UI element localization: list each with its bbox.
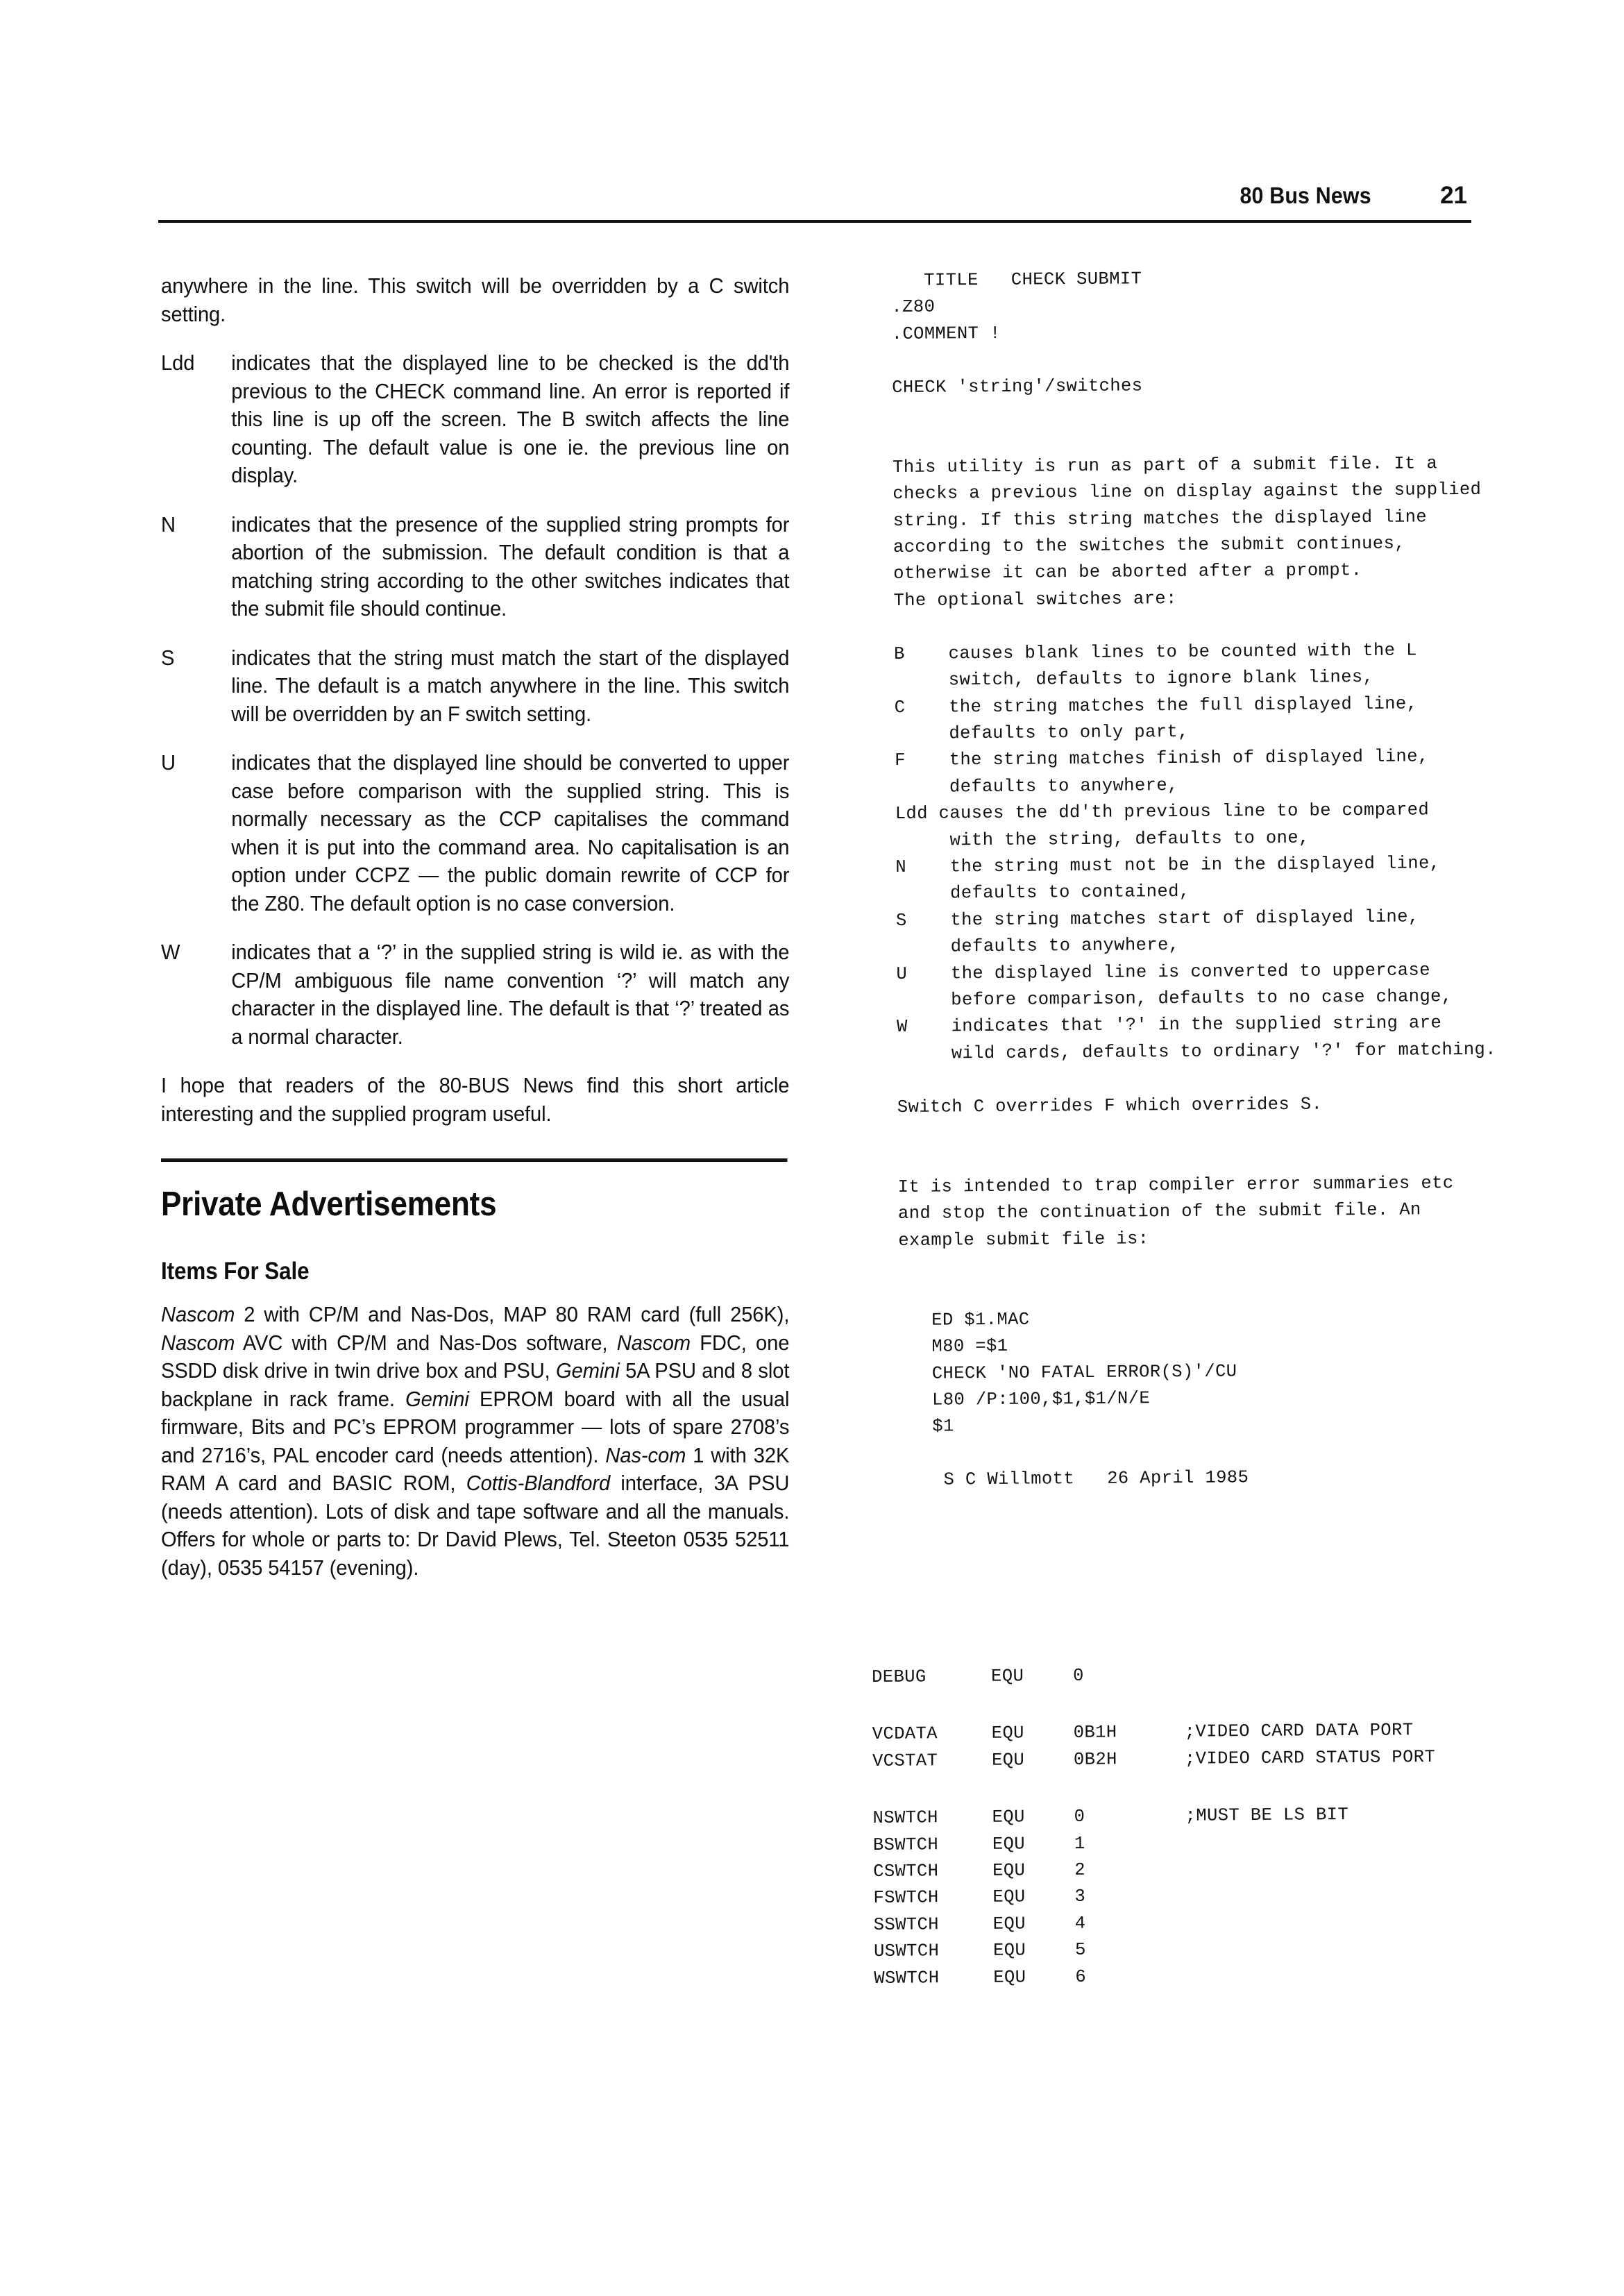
equ-value: 5 xyxy=(1074,1939,1086,1961)
listing-line: .Z80 xyxy=(891,296,936,318)
listing-line: otherwise it can be aborted after a prompt. xyxy=(893,560,1362,584)
right-column xyxy=(891,268,1624,1494)
listing-line: C the string matches the full displayed line, xyxy=(894,693,1418,718)
publication-title: 80 Bus News xyxy=(1240,183,1371,208)
listing-line: ED $1.MAC xyxy=(899,1309,1030,1331)
listing-line: B causes blank lines to be counted with the L xyxy=(893,640,1417,664)
advert-brand-name: Gemini xyxy=(405,1387,469,1411)
equ-table-row xyxy=(872,1801,1435,1832)
switch-definition-s xyxy=(161,644,789,729)
subsection-title: Items For Sale xyxy=(161,1258,310,1285)
advert-text-run: 1 with 32K RAM A card and BASIC ROM, xyxy=(161,1443,790,1495)
equ-table-spacer xyxy=(872,1771,1435,1805)
equ-table-row xyxy=(872,1744,1435,1775)
advert-brand-name: Cottis-Blandford xyxy=(466,1471,611,1495)
equ-comment: ;VIDEO CARD DATA PORT xyxy=(1184,1720,1414,1743)
equ-symbol: CSWTCH xyxy=(873,1861,939,1882)
listing-line: It is intended to trap compiler error summaries etc xyxy=(897,1172,1454,1197)
listing-line: $1 xyxy=(899,1416,954,1437)
listing-line: S the string matches start of displayed line, xyxy=(895,906,1419,931)
equ-operator: EQU xyxy=(993,1967,1026,1988)
listing-line: TITLE CHECK SUBMIT xyxy=(891,269,1142,291)
advert-text-run: interface, 3A PSU (needs attention). Lots of disk and tape software and all the manuals. Offers for whole or parts to: Dr David Plews, Tel. Steeton 0535 52511 (day), 0535 54157 (evening). xyxy=(161,1471,790,1580)
listing-line: with the string, defaults to one, xyxy=(895,827,1310,851)
advert-brand-name: Gemini xyxy=(556,1359,620,1383)
equ-symbol: WSWTCH xyxy=(874,1967,940,1989)
equ-value: 0 xyxy=(1074,1806,1085,1827)
equ-value: 4 xyxy=(1074,1913,1086,1934)
listing-line: Ldd causes the dd'th previous line to be compared xyxy=(895,800,1430,825)
switch-description: indicates that a ‘?’ in the supplied string is wild ie. as with the CP/M ambiguous file name convention ‘?’ will match any character in the displayed line. The default is that ‘?’ treated as a normal character. xyxy=(231,940,790,1049)
listing-line: W indicates that '?' in the supplied string are xyxy=(896,1013,1442,1038)
listing-line: defaults to anywhere, xyxy=(896,935,1180,958)
listing-line: switch, defaults to ignore blank lines, xyxy=(894,667,1374,691)
listing-line: before comparison, defaults to no case change, xyxy=(896,986,1453,1011)
switch-definition-n xyxy=(161,511,789,623)
equ-table-row xyxy=(873,1855,1436,1885)
equ-table-spacer xyxy=(872,1687,1435,1721)
equ-symbol: NSWTCH xyxy=(872,1807,938,1829)
listing-line: defaults to only part, xyxy=(894,721,1189,744)
header-rule xyxy=(158,220,1471,223)
switch-description: indicates that the displayed line to be checked is the dd'th previous to the CHECK command line. An error is reported if this line is up off the screen. The B switch affects the line counting. The default value is one ie. the previous line on display. xyxy=(231,351,790,487)
equ-value: 0B1H xyxy=(1073,1722,1117,1744)
equ-value: 6 xyxy=(1075,1966,1087,1987)
advert-text-run: FDC, one SSDD disk drive in twin drive box and PSU, xyxy=(161,1331,790,1383)
classified-advertisement xyxy=(161,1301,789,1582)
listing-line: N the string must not be in the displayed line, xyxy=(895,853,1441,877)
equ-comment: ;MUST BE LS BIT xyxy=(1185,1805,1349,1826)
running-head xyxy=(158,182,1471,223)
equ-symbol: DEBUG xyxy=(872,1666,927,1687)
advert-brand-name: Nascom xyxy=(616,1331,691,1355)
section-divider xyxy=(161,1158,787,1162)
equ-symbol: VCDATA xyxy=(872,1723,938,1745)
listing-line: according to the switches the submit continues, xyxy=(893,533,1406,558)
equ-value: 0 xyxy=(1073,1665,1084,1686)
equ-table-row xyxy=(873,1881,1436,1911)
equ-table-row xyxy=(872,1717,1435,1748)
equ-value: 3 xyxy=(1074,1886,1086,1907)
listing-line: CHECK 'NO FATAL ERROR(S)'/CU xyxy=(899,1361,1237,1384)
listing-line: This utility is run as part of a submit file. It a xyxy=(893,453,1438,478)
switch-definition-w xyxy=(161,938,789,1051)
switch-key: S xyxy=(161,645,175,670)
listing-line: defaults to anywhere, xyxy=(895,775,1178,797)
listing-line: Switch C overrides F which overrides S. xyxy=(897,1094,1323,1117)
switch-key: W xyxy=(161,940,180,964)
listing-line: and stop the continuation of the submit file. An xyxy=(897,1199,1421,1224)
listing-line: defaults to contained, xyxy=(895,881,1190,904)
advert-text-run: AVC with CP/M and Nas-Dos software, xyxy=(235,1331,617,1355)
listing-line: L80 /P:100,$1,$1/N/E xyxy=(899,1388,1151,1411)
listing-line: The optional switches are: xyxy=(893,588,1177,611)
equ-symbol: BSWTCH xyxy=(872,1834,939,1855)
left-column xyxy=(161,272,789,1582)
equ-operator: EQU xyxy=(991,1750,1025,1771)
advert-brand-name: Nas-com xyxy=(605,1443,686,1467)
advert-text-run: EPROM board with all the usual firmware, Bits and PC’s EPROM programmer — lots of spare 2708’s and 2716’s, PAL encoder card (needs attention). xyxy=(161,1387,790,1467)
equ-table-row xyxy=(874,1961,1437,1992)
equ-operator: EQU xyxy=(991,1666,1024,1687)
advert-brand-name: Nascom xyxy=(161,1331,235,1355)
listing-line: wild cards, defaults to ordinary '?' for matching. xyxy=(897,1039,1497,1064)
listing-line: M80 =$1 xyxy=(899,1336,1008,1358)
equ-value: 1 xyxy=(1074,1833,1085,1854)
advert-text-run: 2 with CP/M and Nas-Dos, MAP 80 RAM card (full 256K), xyxy=(235,1303,790,1326)
equ-table-row xyxy=(873,1828,1436,1859)
listing-line: example submit file is: xyxy=(898,1228,1149,1251)
listing-line: U the displayed line is converted to uppercase xyxy=(896,959,1430,984)
switch-key: Ldd xyxy=(161,351,195,375)
equ-table-row xyxy=(872,1660,1435,1691)
equ-comment: ;VIDEO CARD STATUS PORT xyxy=(1184,1746,1436,1769)
equ-symbol: FSWTCH xyxy=(873,1887,939,1909)
equ-table-row xyxy=(874,1908,1437,1939)
equ-operator: EQU xyxy=(992,1860,1026,1881)
page-title: Private Advertisements xyxy=(161,1185,497,1223)
equ-operator: EQU xyxy=(992,1940,1026,1961)
listing-line: checks a previous line on display against the supplied xyxy=(893,480,1482,505)
switch-definition-u xyxy=(161,749,789,918)
switch-key: N xyxy=(161,512,176,537)
page-number: 21 xyxy=(1440,182,1467,209)
listing-line: CHECK 'string'/switches xyxy=(892,375,1143,398)
switch-definition-ldd xyxy=(161,349,789,490)
listing-line: F the string matches finish of displayed line, xyxy=(895,746,1429,771)
switch-description: indicates that the presence of the supplied string prompts for abortion of the submission. The default condition is that a matching string according to the other switches indicates that the submit file should continue. xyxy=(231,512,790,621)
equ-symbol: SSWTCH xyxy=(873,1914,940,1935)
equ-operator: EQU xyxy=(992,1886,1026,1908)
switch-description: indicates that the string must match the start of the displayed line. The default is a match anywhere in the line. This switch will be overridden by an F switch setting. xyxy=(231,645,790,726)
listing-line: S C Willmott 26 April 1985 xyxy=(899,1467,1249,1491)
equ-operator: EQU xyxy=(992,1834,1026,1855)
equ-value: 2 xyxy=(1074,1859,1085,1880)
switch-description: indicates that the displayed line should be converted to upper case before comparison with the supplied string. This is normally necessary as the CCP capitalises the command when it is put into the command area. No capitalisation is an option under CCPZ — the public domain rewrite of CCP for the Z80. The default option is no case conversion. xyxy=(231,751,790,915)
equ-table xyxy=(872,1660,1437,1992)
closing-paragraph: I hope that readers of the 80-BUS News find this short article interesting and the supplied program useful. xyxy=(161,1074,790,1126)
advert-text-run: 5A PSU and 8 slot backplane in rack frame. xyxy=(161,1359,790,1411)
equ-symbol: VCSTAT xyxy=(872,1750,938,1771)
equ-operator: EQU xyxy=(991,1723,1024,1744)
continued-paragraph: anywhere in the line. This switch will be overridden by a C switch setting. xyxy=(161,274,790,326)
equ-operator: EQU xyxy=(992,1914,1026,1934)
switch-key: U xyxy=(161,751,176,775)
equ-symbol: USWTCH xyxy=(873,1941,940,1962)
listing-line: string. If this string matches the displayed line xyxy=(893,507,1428,531)
equ-value: 0B2H xyxy=(1073,1749,1117,1770)
equ-operator: EQU xyxy=(992,1807,1025,1827)
advert-brand-name: Nascom xyxy=(161,1303,235,1326)
program-listing xyxy=(891,262,1624,1494)
equ-table-row xyxy=(874,1934,1437,1965)
listing-line: .COMMENT ! xyxy=(891,323,1001,344)
